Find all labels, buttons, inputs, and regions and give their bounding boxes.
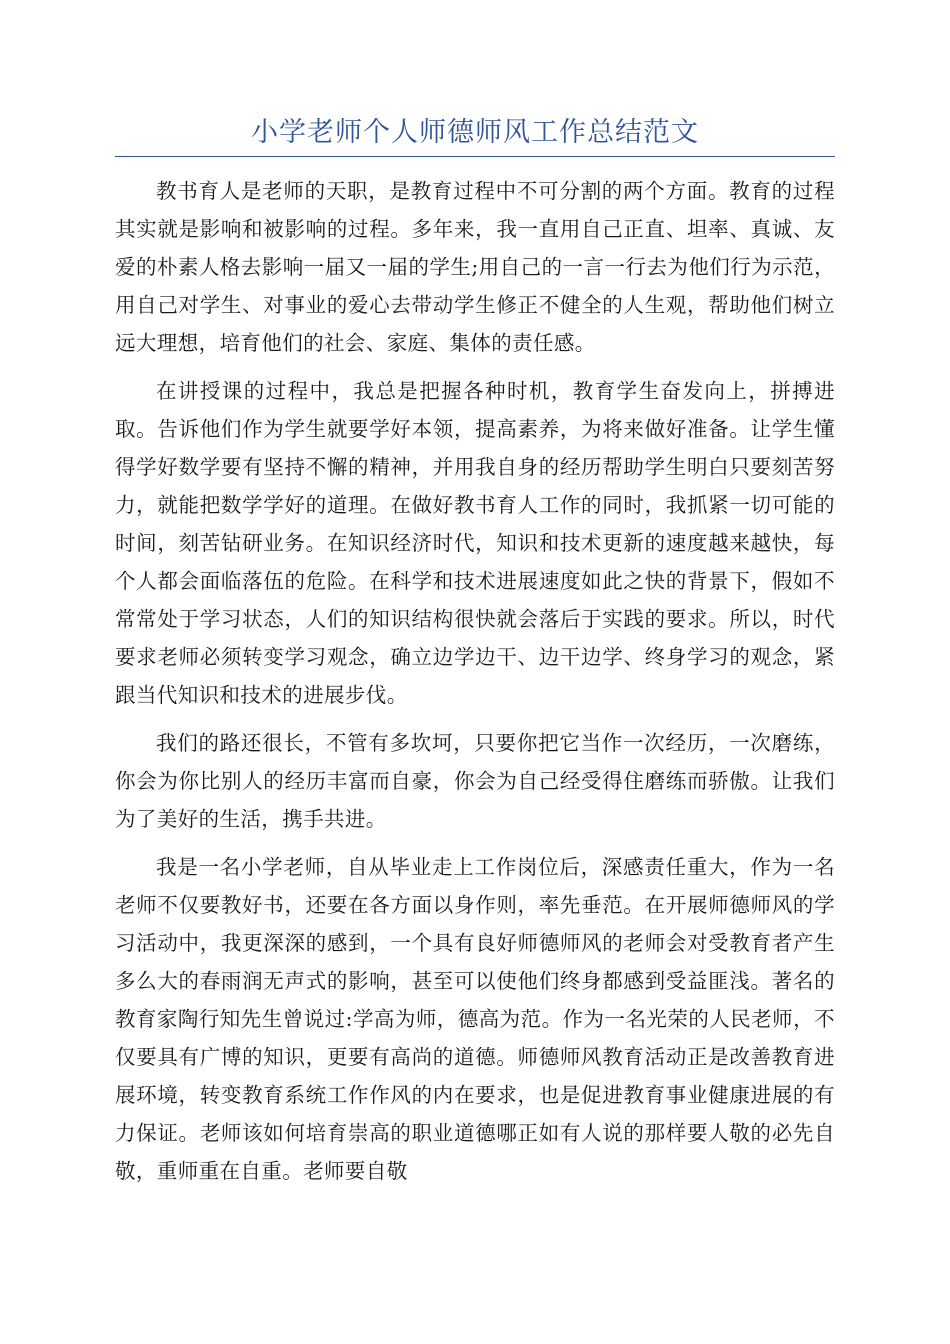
paragraph-2: 在讲授课的过程中，我总是把握各种时机，教育学生奋发向上，拼搏进取。告诉他们作为学生就要学好本领，提高素养，为将来做好准备。让学生懂得学好数学要有坚持不懈的精神，并用我自身的经历帮助学生明白只要刻苦努力，就能把数学学好的道理。在做好教书育人工作的同时，我抓紧一切可能的时间，刻苦钻研业务。在知识经济时代，知识和技术更新的速度越来越快，每个人都会面临落伍的危险。在科学和技术进展速度如此之快的背景下，假如不常常处于学习状态，人们的知识结构很快就会落后于实践的要求。所以，时代要求老师必须转变学习观念，确立边学边干、边干边学、终身学习的观念，紧跟当代知识和技术的进展步伐。 — [115, 379, 835, 707]
paragraph-4: 我是一名小学老师，自从毕业走上工作岗位后，深感责任重大，作为一名老师不仅要教好书，还要在各方面以身作则，率先垂范。在开展师德师风的学习活动中，我更深深的感到，一个具有良好师德师风的老师会对受教育者产生多么大的春雨润无声式的影响，甚至可以使他们终身都感到受益匪浅。著名的教育家陶行知先生曾说过:学高为师，德高为范。作为一名光荣的人民老师，不仅要具有广博的知识，更要有高尚的道德。师德师风教育活动正是改善教育进展环境，转变教育系统工作作风的内在要求，也是促进教育事业健康进展的有力保证。老师该如何培育崇高的职业道德哪正如有人说的那样要人敬的必先自敬，重师重在自重。老师要自敬 — [115, 855, 835, 1183]
paragraph-3: 我们的路还很长，不管有多坎坷，只要你把它当作一次经历，一次磨练，你会为你比别人的经历丰富而自豪，你会为自己经受得住磨练而骄傲。让我们为了美好的生活，携手共进。 — [115, 731, 835, 831]
document-title: 小学老师个人师德师风工作总结范文 — [251, 117, 699, 148]
document-body — [115, 172, 835, 1200]
title-block — [115, 110, 835, 157]
paragraph-1: 教书育人是老师的天职，是教育过程中不可分割的两个方面。教育的过程其实就是影响和被影响的过程。多年来，我一直用自己正直、坦率、真诚、友爱的朴素人格去影响一届又一届的学生;用自己的一言一行去为他们行为示范，用自己对学生、对事业的爱心去带动学生修正不健全的人生观，帮助他们树立远大理想，培育他们的社会、家庭、集体的责任感。 — [115, 179, 835, 355]
